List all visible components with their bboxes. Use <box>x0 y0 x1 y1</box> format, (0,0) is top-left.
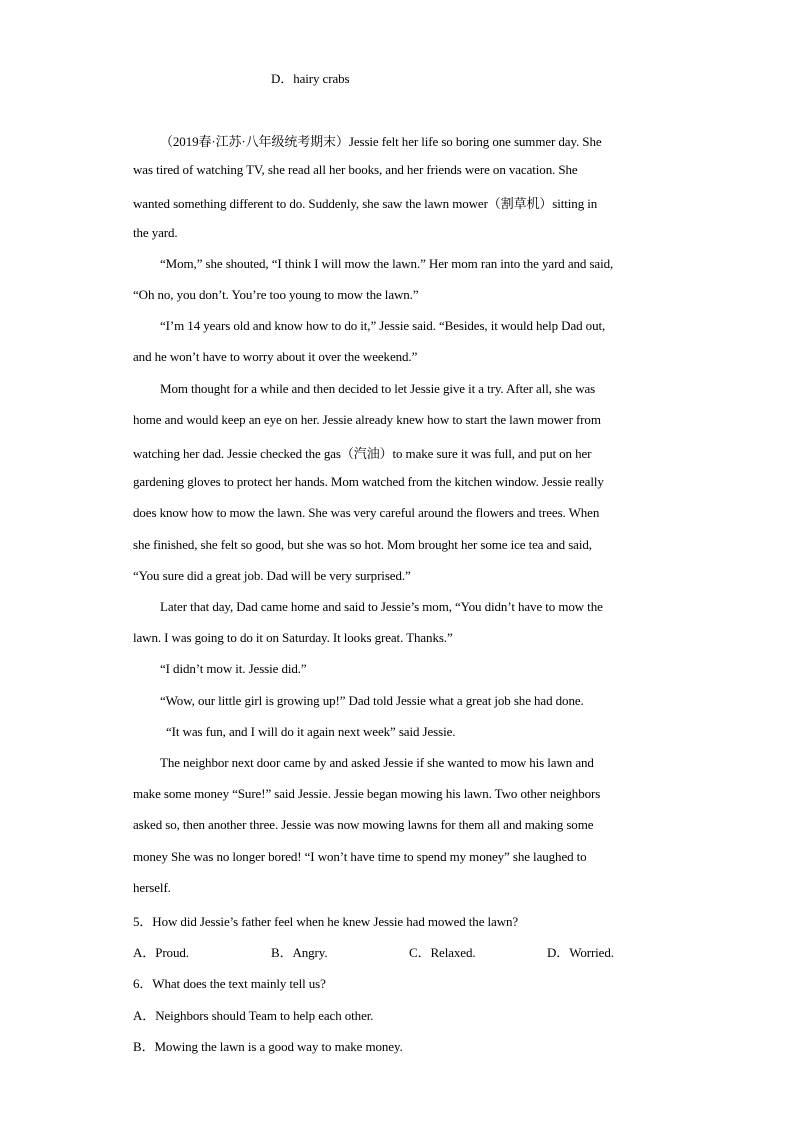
passage-line: “It was fun, and I will do it again next week” said Jessie. <box>166 724 456 739</box>
passage-line: watching her dad. Jessie checked the gas（汽油）to make sure it was full, and put on her <box>133 446 592 461</box>
passage-line: and he won’t have to worry about it over the weekend.” <box>133 349 418 364</box>
passage-line: money She was no longer bored! “I won’t have time to spend my money” she laughed to <box>133 849 587 864</box>
question-5-option-c: C．Relaxed. <box>409 945 476 960</box>
passage-line: “You sure did a great job. Dad will be very surprised.” <box>133 568 411 583</box>
passage-line: “I didn’t mow it. Jessie did.” <box>160 661 307 676</box>
previous-question-option-d: D．hairy crabs <box>271 71 350 86</box>
passage-line: make some money “Sure!” said Jessie. Jessie began mowing his lawn. Two other neighbors <box>133 786 601 801</box>
passage-line: “Mom,” she shouted, “I think I will mow the lawn.” Her mom ran into the yard and said, <box>160 256 614 271</box>
passage-line: gardening gloves to protect her hands. Mom watched from the kitchen window. Jessie really <box>133 474 604 489</box>
passage-line: “I’m 14 years old and know how to do it,” Jessie said. “Besides, it would help Dad out, <box>160 318 606 333</box>
passage-line: The neighbor next door came by and asked Jessie if she wanted to mow his lawn and <box>160 755 594 770</box>
passage-line: lawn. I was going to do it on Saturday. It looks great. Thanks.” <box>133 630 453 645</box>
passage-line: asked so, then another three. Jessie was now mowing lawns for them all and making some <box>133 817 594 832</box>
question-5-stem: 5．How did Jessie’s father feel when he knew Jessie had mowed the lawn? <box>133 914 519 929</box>
passage-line: （2019春·江苏·八年级统考期末）Jessie felt her life so boring one summer day. She <box>160 134 602 149</box>
passage-line: was tired of watching TV, she read all her books, and her friends were on vacation. She <box>133 162 578 177</box>
passage-line: does know how to mow the lawn. She was very careful around the flowers and trees. When <box>133 505 600 520</box>
passage-line: Later that day, Dad came home and said to Jessie’s mom, “You didn’t have to mow the <box>160 599 603 614</box>
question-6-option-a: A．Neighbors should Team to help each other. <box>133 1008 374 1023</box>
passage-line: home and would keep an eye on her. Jessie already knew how to start the lawn mower from <box>133 412 601 427</box>
question-5-option-a: A．Proud. <box>133 945 189 960</box>
question-6-option-b: B．Mowing the lawn is a good way to make money. <box>133 1039 403 1054</box>
question-5-option-b: B．Angry. <box>271 945 328 960</box>
passage-line: herself. <box>133 880 171 895</box>
passage-line: “Wow, our little girl is growing up!” Dad told Jessie what a great job she had done. <box>160 693 584 708</box>
passage-line: the yard. <box>133 225 178 240</box>
question-6-stem: 6．What does the text mainly tell us? <box>133 976 326 991</box>
passage-line: she finished, she felt so good, but she was so hot. Mom brought her some ice tea and said, <box>133 537 592 552</box>
passage-line: Mom thought for a while and then decided to let Jessie give it a try. After all, she was <box>160 381 596 396</box>
passage-line: “Oh no, you don’t. You’re too young to mow the lawn.” <box>133 287 419 302</box>
passage-line: wanted something different to do. Suddenly, she saw the lawn mower（割草机）sitting in <box>133 196 598 211</box>
question-5-option-d: D．Worried. <box>547 945 614 960</box>
